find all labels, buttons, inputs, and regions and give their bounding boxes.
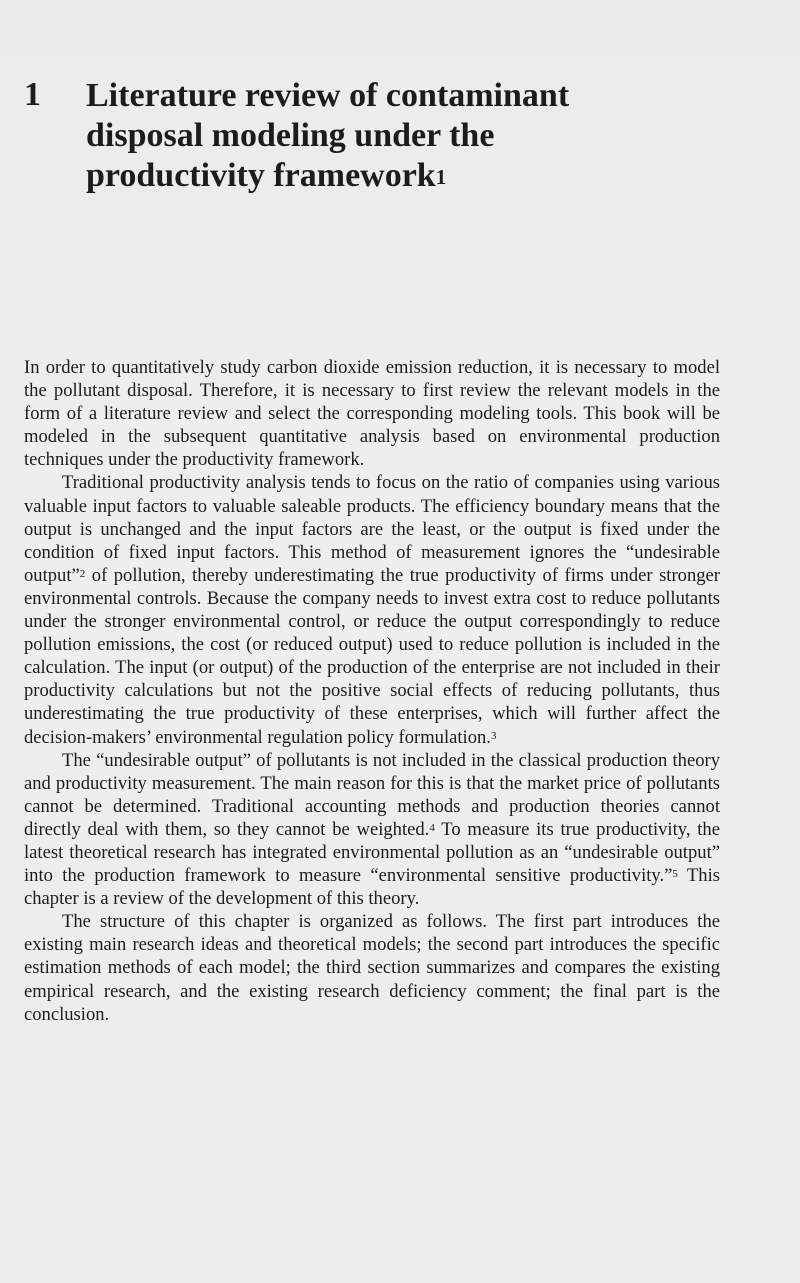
paragraph [24,749,720,911]
chapter-title-footnote-marker: 1 [435,165,447,189]
footnote-marker: 5 [672,868,678,881]
paragraph-text: The structure of this chapter is organized as follows. The first part introduces the existing main research ideas and theoretical models; the second part introduces the specific estimation methods of each model; the third section summarizes and compares the existing empirical research, and the existing research deficiency comment; the final part is the conclusion. [24,911,720,1025]
paragraph-text: of pollution, thereby underestimating the true productivity of firms under stronger environmental controls. Because the company needs to invest extra cost to reduce pollutants under the stronger environmental control, or reduce the output correspondingly to reduce pollution emissions, the cost (or reduced output) used to reduce pollution is included in the calculation. The input (or output) of the production of the enterprise are not included in their productivity calculations but not the positive social effects of reducing pollutants, thus underestimating the true productivity of these enterprises, which will further affect the decision-makers’ environmental regulation policy formulation. [24,564,720,748]
footnote-marker: 3 [490,729,497,742]
paragraph-text: To measure its true productivity, the latest theoretical research has integrated environmental pollution as an “undesirable output” into the production framework to measure “environmental sensitive productivity.” [24,818,720,887]
footnote-marker: 4 [429,821,435,834]
paragraph [24,471,720,748]
paragraph [24,910,720,1025]
paragraph-text: Traditional productivity analysis tends to focus on the ratio of companies using various valuable input factors to valuable saleable products. The efficiency boundary means that the output is unchanged and the input factors are the least, or the output is fixed under the condition of fixed input factors. This method of measurement ignores the “undesirable output” [24,472,720,586]
chapter-title-line-3: productivity framework [86,157,436,194]
chapter-title-line-1: Literature review of contaminant [86,77,570,114]
chapter-number: 1 [24,76,41,113]
paragraph [24,356,720,471]
chapter-title-line-2: disposal modeling under the [86,117,495,154]
body-text [24,356,720,1026]
footnote-marker: 2 [79,567,86,580]
chapter-title [86,76,726,196]
paragraph-text: This chapter is a review of the development of this theory. [24,865,720,910]
paragraph-text: In order to quantitatively study carbon dioxide emission reduction, it is necessary to model the pollutant disposal. Therefore, it is necessary to first review the relevant models in the form of a literature review and select the corresponding modeling tools. This book will be modeled in the subsequent quantitative analysis based on environmental production techniques under the productivity framework. [24,357,720,471]
paragraph-text: The “undesirable output” of pollutants is not included in the classical production theory and productivity measurement. The main reason for this is that the market price of pollutants cannot be determined. Traditional accounting methods and production theories cannot directly deal with them, so they cannot be weighted. [24,749,720,840]
